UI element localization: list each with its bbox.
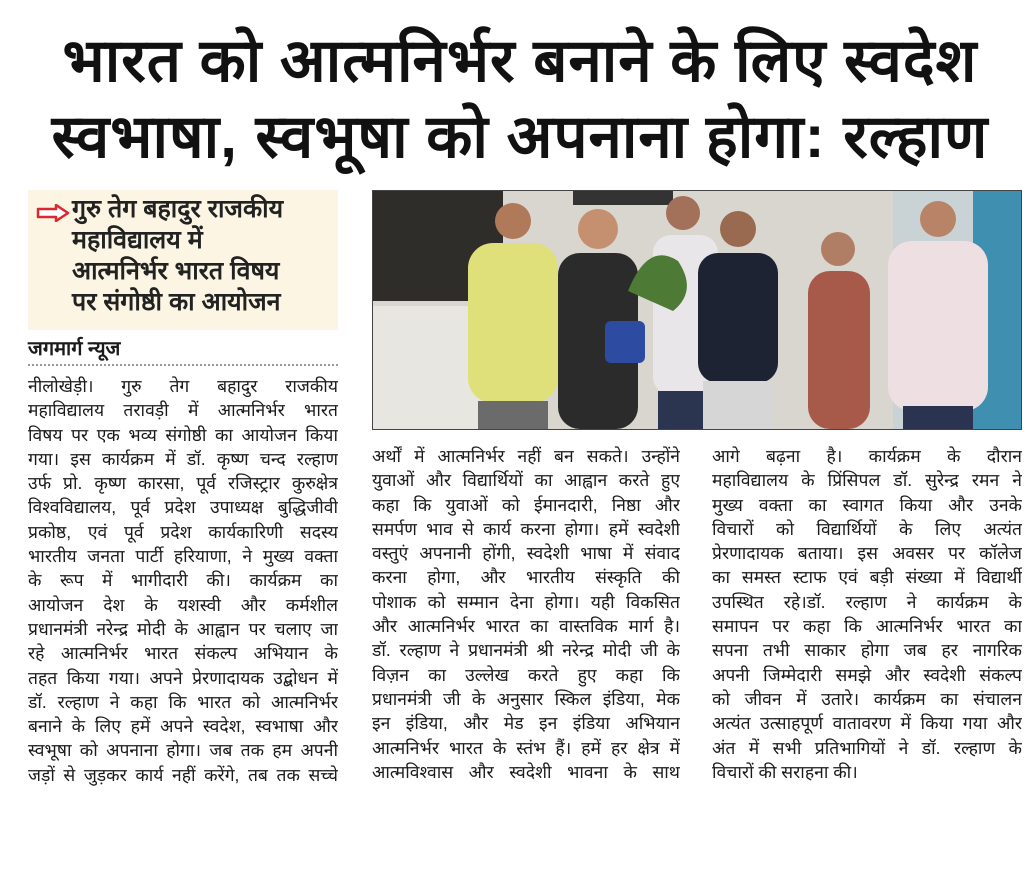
article-line: विचारों की सराहना की।: [712, 761, 858, 782]
article-line: विश्वविद्यालय, पूर्व प्रदेश उपाध्यक्ष बुद्धिजीवी: [28, 497, 338, 518]
article-column-1: [28, 374, 338, 787]
article-column-3: [712, 444, 1022, 784]
subheadline-line: गुरु तेग बहादुर राजकीय: [72, 195, 284, 223]
article-line: डॉ. रल्हाण ने प्रधानमंत्री श्री नरेन्द्र मोदी जी के: [372, 640, 680, 661]
article-line: नीलोखेड़ी। गुरु तेग बहादुर राजकीय: [28, 376, 338, 396]
subheadline-line: पर संगोष्ठी का आयोजन: [72, 288, 281, 316]
article-line: महाविद्यालय के प्रिंसिपल डॉ. सुरेन्द्र रमन ने: [712, 470, 1022, 491]
headline-line-2: स्वभाषा, स्वभूषा को अपनाना होगा: रल्हाण: [51, 103, 989, 170]
article-line: समर्पण भाव से कार्य करना होगा। हमें स्वदेशी: [372, 518, 680, 539]
subheadline: [72, 194, 283, 318]
article-line: उपस्थित रहे।डॉ. रल्हाण ने कार्यक्रम के: [712, 591, 1022, 612]
article-line: रहे आत्मनिर्भर भारत संकल्प अभियान के: [28, 643, 338, 664]
headline-line-1: भारत को आत्मनिर्भर बनाने के लिए स्वदेश: [62, 27, 978, 94]
article-line: प्रकोष्ठ, एवं पूर्व प्रदेश कार्यकारिणी सदस्य: [28, 521, 338, 542]
article-line: अंत में सभी प्रतिभागियों ने डॉ. रल्हाण के: [712, 737, 1022, 758]
article-line: कहा कि युवाओं को ईमानदारी, निष्ठा और: [372, 494, 680, 515]
article-column-2: [372, 444, 680, 784]
article-line: तहत किया गया। अपने प्रेरणादायक उद्बोधन में: [28, 667, 338, 688]
article-line: प्रधानमंत्री नरेन्द्र मोदी के आह्वान पर चलाए जा: [28, 618, 338, 639]
article-line: और आत्मनिर्भर भारत का वास्तविक मार्ग है।: [372, 616, 680, 637]
article-line: वस्तुएं अपनानी होंगी, स्वदेशी भाषा में संवाद: [372, 543, 680, 564]
article-line: करना होगा, और भारतीय संस्कृति की: [372, 567, 680, 588]
article-line: विचारों को विद्यार्थियों के लिए अत्यंत: [712, 518, 1022, 539]
article-line: युवाओं और विद्यार्थियों का आह्वान करते हुए: [372, 470, 680, 491]
article-line: स्वभूषा को अपनाना होगा। जब तक हम अपनी: [28, 740, 338, 761]
subheadline-line: आत्मनिर्भर भारत विषय: [72, 257, 280, 285]
article-line: बनाने के लिए हमें अपने स्वदेश, स्वभाषा और: [28, 716, 338, 737]
article-line: अर्थों में आत्मनिर्भर नहीं बन सकते। उन्होंने: [372, 446, 680, 466]
byline: जगमार्ग न्यूज: [28, 336, 338, 366]
article-line: को जीवन में उतारे। कार्यक्रम का संचालन: [712, 688, 1022, 709]
article-line: अपनी जिम्मेदारी समझे और स्वदेशी संकल्प: [712, 664, 1022, 685]
article-line: जड़ों से जुड़कर कार्य नहीं करेंगे, तब तक सच्चे: [28, 764, 338, 785]
arrow-right-icon: [36, 204, 70, 222]
article-line: विज़न का उल्लेख करते हुए कहा कि: [372, 664, 680, 685]
subheadline-box: [28, 190, 338, 330]
article-line: इन इंडिया, और मेड इन इंडिया अभियान: [372, 713, 680, 734]
article-line: आत्मविश्वास और स्वदेशी भावना के साथ: [372, 761, 680, 782]
article-line: गया। इस कार्यक्रम में डॉ. कृष्ण चन्द रल्हाण: [28, 448, 338, 469]
article-line: का समस्त स्टाफ एवं बड़ी संख्या में विद्यार्थी: [712, 567, 1022, 588]
news-photo: [372, 190, 1022, 430]
article-line: प्रधानमंत्री जी के अनुसार स्किल इंडिया, मेक: [372, 688, 680, 709]
article-line: समापन पर कहा कि आत्मनिर्भर भारत का: [712, 616, 1022, 637]
group-photo-illustration: [373, 191, 1021, 429]
article-line: मुख्य वक्ता का स्वागत किया और उनके: [712, 494, 1022, 515]
article-line: आत्मनिर्भर भारत के स्तंभ हैं। हमें हर क्षेत्र में: [372, 737, 680, 758]
article-line: आगे बढ़ना है। कार्यक्रम के दौरान: [712, 446, 1022, 466]
article-line: भारतीय जनता पार्टी हरियाणा, ने मुख्य वक्ता: [28, 546, 338, 567]
article-line: अत्यंत उत्साहपूर्ण वातावरण में किया गया और: [712, 713, 1022, 734]
article-line: आयोजन देश के यशस्वी और कर्मशील: [28, 594, 338, 615]
article-line: सपना तभी साकार होगा जब हर नागरिक: [712, 640, 1022, 661]
article-line: डॉ. रल्हाण ने कहा कि भारत को आत्मनिर्भर: [28, 691, 338, 712]
article-line: प्रेरणादायक बताया। इस अवसर पर कॉलेज: [712, 543, 1022, 564]
article-line: के रूप में भागीदारी की। कार्यक्रम का: [28, 570, 338, 591]
article-line: पोशाक को सम्मान देना होगा। यही विकसित: [372, 591, 680, 612]
article-line: विषय पर एक भव्य संगोष्ठी का आयोजन किया: [28, 424, 338, 445]
article-line: उर्फ प्रो. कृष्ण कारसा, पूर्व रजिस्ट्रार कुरुक्षेत्र: [28, 473, 338, 494]
article-line: महाविद्यालय तरावड़ी में आत्मनिर्भर भारत: [28, 400, 338, 421]
subheadline-line: महाविद्यालय में: [72, 226, 203, 254]
